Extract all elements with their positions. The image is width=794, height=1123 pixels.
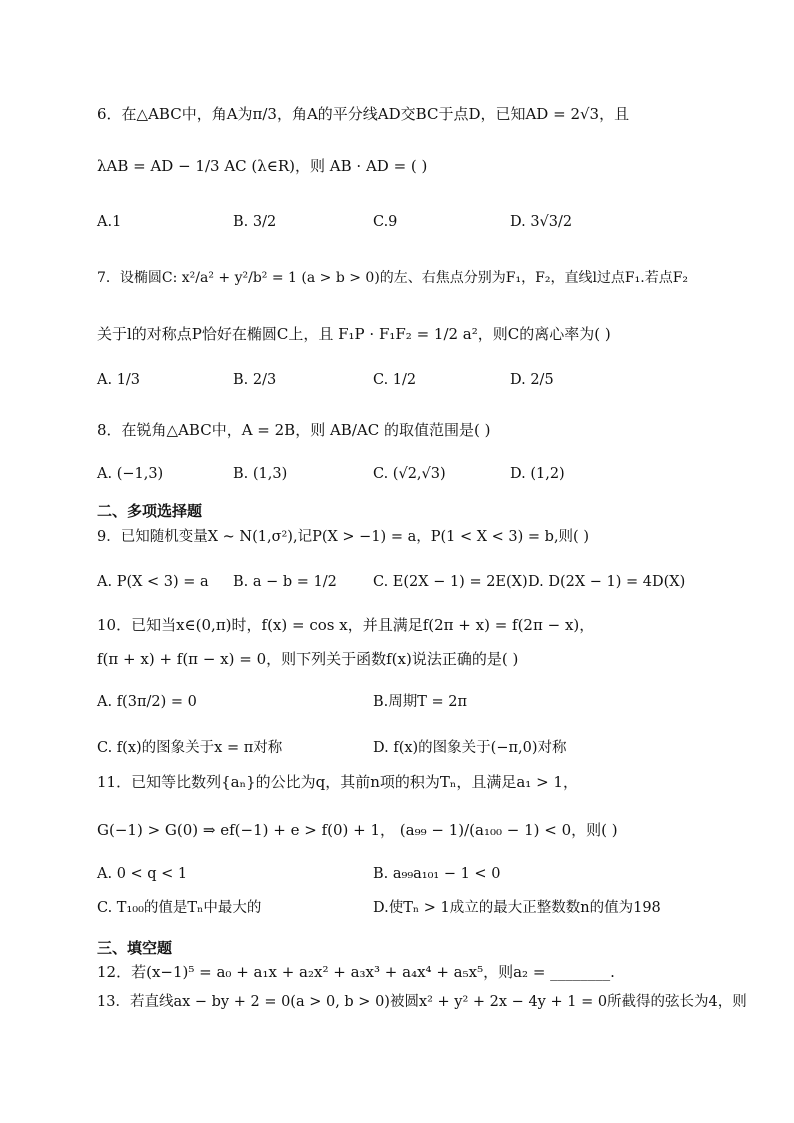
q7-line1: 7．设椭圆C: x²/a² + y²/b² = 1 (a > b > 0)的左、右焦点分别为F₁，F₂，直线l过点F₁.若点F₂ [97,270,689,286]
q8-option-b: B. (1,3) [233,466,288,482]
q10-line1: 10．已知当x∈(0,π)时，f(x) = cos x，并且满足f(2π + x) = f(2π − x)， [97,616,595,634]
q9-option-c: C. E(2X − 1) = 2E(X) [373,574,528,590]
q8-option-a: A. (−1,3) [97,466,164,482]
q6-line1: 6．在△ABC中，角A为π/3，角A的平分线AD交BC于点D，已知AD = 2√3，且 [97,105,630,123]
q10-option-b: B.周期T = 2π [373,694,468,710]
q7-line2: 关于l的对称点P恰好在椭圆C上，且 F₁P · F₁F₂ = 1/2 a²，则C的离心率为( ) [97,325,611,343]
q7-option-a: A. 1/3 [97,372,141,388]
q9-line1: 9．已知随机变量X ~ N(1,σ²),记P(X > −1) = a，P(1 < X < 3) = b,则( ) [97,529,589,545]
q6-option-c: C.9 [373,214,398,230]
q11-line1: 11．已知等比数列{aₙ}的公比为q，其前n项的积为Tₙ，且满足a₁ > 1， [97,773,578,791]
q6-option-a: A.1 [97,214,122,230]
q7-option-b: B. 2/3 [233,372,277,388]
q8-option-c: C. (√2,√3) [373,466,446,482]
q13-line1: 13．若直线ax − by + 2 = 0(a > 0, b > 0)被圆x² + y² + 2x − 4y + 1 = 0所截得的弦长为4，则 [97,994,747,1010]
q7-option-c: C. 1/2 [373,372,417,388]
q12-line1: 12．若(x−1)⁵ = a₀ + a₁x + a₂x² + a₃x³ + a₄x⁴ + a₅x⁵，则a₂ = ________. [97,963,615,981]
q10-option-d: D. f(x)的图象关于(−π,0)对称 [373,740,567,756]
q6-line2: λAB = AD − 1/3 AC (λ∈R)，则 AB · AD = ( ) [97,157,428,175]
q11-line2: G(−1) > G(0) ⇒ ef(−1) + e > f(0) + 1， (a₉₉ − 1)/(a₁₀₀ − 1) < 0，则( ) [97,821,618,839]
section-heading-fill-in: 三、填空题 [97,939,173,957]
q8-line1: 8．在锐角△ABC中，A = 2B，则 AB/AC 的取值范围是( ) [97,421,491,439]
q9-option-a: A. P(X < 3) = a [97,574,209,590]
q11-option-a: A. 0 < q < 1 [97,866,188,882]
q6-option-b: B. 3/2 [233,214,277,230]
section-heading-multiple-choice: 二、多项选择题 [97,502,203,520]
q10-option-a: A. f(3π/2) = 0 [97,694,197,710]
q10-line2: f(π + x) + f(π − x) = 0，则下列关于函数f(x)说法正确的是( ) [97,650,519,668]
q8-option-d: D. (1,2) [510,466,565,482]
q9-option-d: D. D(2X − 1) = 4D(X) [528,574,686,590]
q10-option-c: C. f(x)的图象关于x = π对称 [97,740,283,756]
q7-option-d: D. 2/5 [510,372,554,388]
q6-option-d: D. 3√3/2 [510,214,573,230]
q11-option-b: B. a₉₉a₁₀₁ − 1 < 0 [373,866,501,882]
q11-option-c: C. T₁₀₀的值是Tₙ中最大的 [97,900,262,916]
q11-option-d: D.使Tₙ > 1成立的最大正整数数n的值为198 [373,900,661,916]
q9-option-b: B. a − b = 1/2 [233,574,337,590]
